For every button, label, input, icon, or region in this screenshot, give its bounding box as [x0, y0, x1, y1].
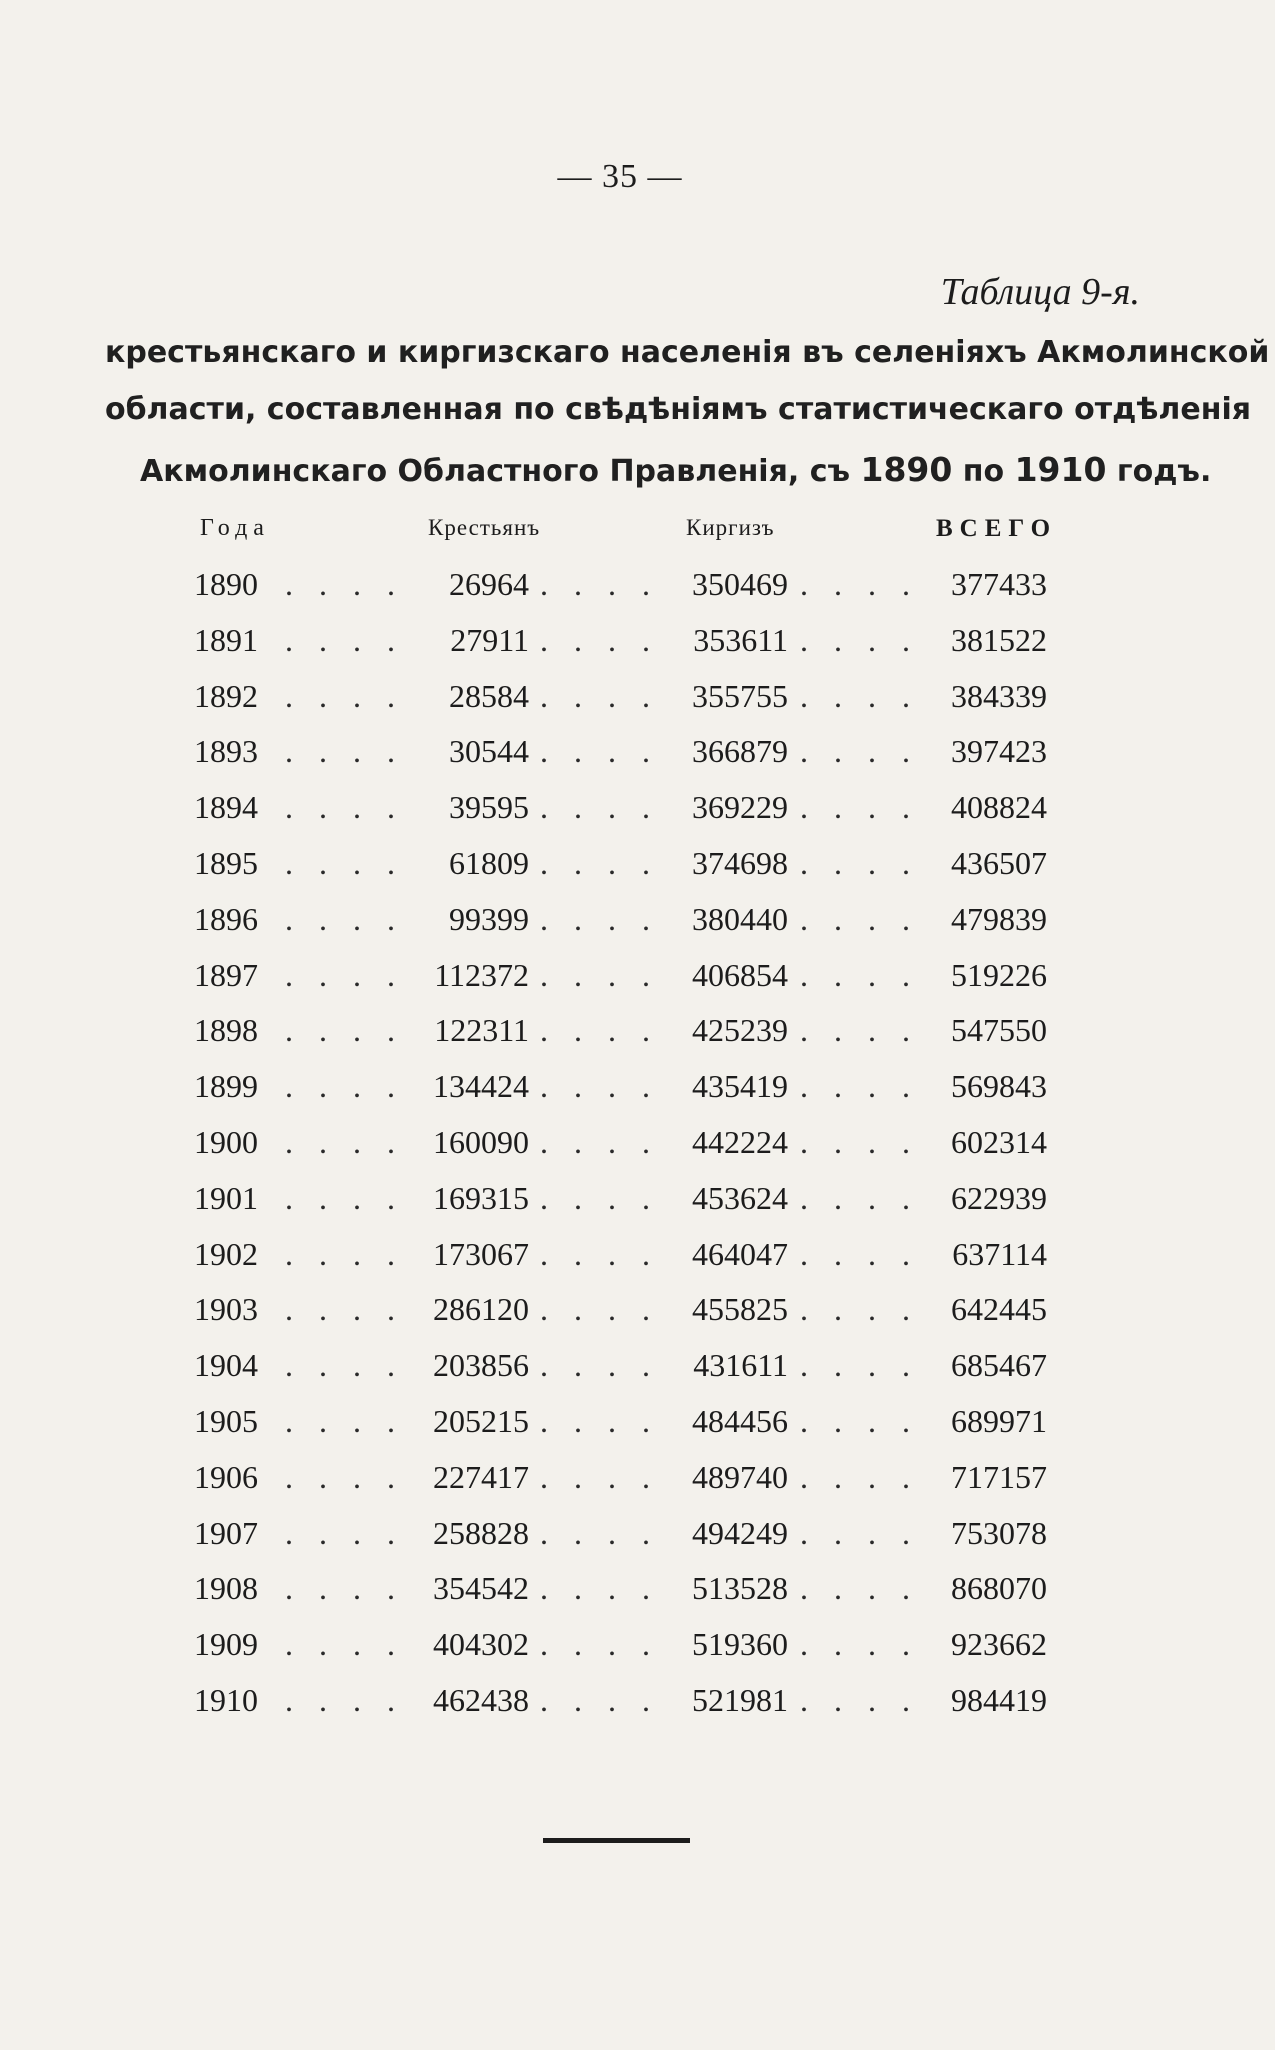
peasants-cell: 462438 — [433, 1681, 529, 1718]
year-cell: 1896 — [194, 900, 258, 937]
kirghiz-cell: 355755 — [692, 677, 788, 714]
peasants-cell: 205215 — [433, 1402, 529, 1439]
total-cell: 753078 — [951, 1514, 1047, 1551]
peasants-cell: 26964 — [449, 566, 529, 602]
table-row — [0, 1120, 1275, 1176]
peasants-cell: 227417 — [433, 1458, 529, 1495]
dot-leader: . . . . — [800, 1402, 919, 1439]
dot-leader: . . . . — [540, 1012, 659, 1049]
table-row — [0, 1008, 1275, 1064]
year-cell: 1890 — [194, 566, 258, 602]
dot-leader: . . . . — [800, 677, 919, 714]
total-cell: 923662 — [951, 1626, 1047, 1663]
year-cell: 1898 — [194, 1012, 258, 1049]
dot-leader: . . . . — [800, 1626, 919, 1663]
dot-leader: . . . . — [285, 844, 404, 881]
dot-leader: . . . . — [285, 1012, 404, 1049]
peasants-cell: 286120 — [433, 1291, 529, 1328]
total-cell: 436507 — [951, 844, 1047, 881]
dot-leader: . . . . — [285, 900, 404, 937]
dot-leader: . . . . — [285, 1626, 404, 1663]
peasants-cell: 134424 — [433, 1068, 529, 1105]
dot-leader: . . . . — [540, 1570, 659, 1607]
table-row — [0, 674, 1275, 730]
peasants-cell: 354542 — [433, 1570, 529, 1607]
dot-leader: . . . . — [285, 789, 404, 826]
dot-leader: . . . . — [800, 1235, 919, 1272]
dot-leader: . . . . — [540, 900, 659, 937]
kirghiz-cell: 374698 — [692, 844, 788, 881]
peasants-cell: 61809 — [449, 844, 529, 881]
heading-text-end: годъ. — [1116, 454, 1212, 489]
year-cell: 1895 — [194, 844, 258, 881]
peasants-cell: 30544 — [449, 733, 529, 770]
closing-rule — [543, 1838, 690, 1843]
table-row — [0, 1511, 1275, 1567]
table-label: Таблица 9-я. — [940, 271, 1140, 313]
total-cell: 381522 — [951, 621, 1047, 658]
year-cell: 1902 — [194, 1235, 258, 1272]
total-cell: 479839 — [951, 900, 1047, 937]
table-row — [0, 841, 1275, 897]
table-row — [0, 1064, 1275, 1120]
table-row — [0, 562, 1275, 618]
dot-leader: . . . . — [540, 1123, 659, 1160]
year-cell: 1893 — [194, 733, 258, 770]
heading-year-from: 1890 — [860, 450, 953, 489]
dot-leader: . . . . — [540, 1347, 659, 1384]
dot-leader: . . . . — [285, 677, 404, 714]
table-row — [0, 1622, 1275, 1678]
dot-leader: . . . . — [800, 1291, 919, 1328]
table-row — [0, 1232, 1275, 1288]
dot-leader: . . . . — [800, 1347, 919, 1384]
column-header-total: ВСЕГО — [936, 515, 1058, 542]
table-row — [0, 785, 1275, 841]
peasants-cell: 122311 — [434, 1012, 529, 1049]
kirghiz-cell: 519360 — [692, 1626, 788, 1663]
kirghiz-cell: 366879 — [692, 733, 788, 770]
kirghiz-cell: 494249 — [692, 1514, 788, 1551]
dot-leader: . . . . — [285, 1235, 404, 1272]
table-row — [0, 897, 1275, 953]
dot-leader: . . . . — [285, 566, 404, 602]
dot-leader: . . . . — [540, 1068, 659, 1105]
peasants-cell: 258828 — [433, 1514, 529, 1551]
dot-leader: . . . . — [540, 621, 659, 658]
dot-leader: . . . . — [285, 1681, 404, 1718]
year-cell: 1909 — [194, 1626, 258, 1663]
dot-leader: . . . . — [285, 1570, 404, 1607]
table-row — [0, 1678, 1275, 1734]
total-cell: 377433 — [951, 566, 1047, 602]
peasants-cell: 404302 — [433, 1626, 529, 1663]
total-cell: 408824 — [951, 789, 1047, 826]
kirghiz-cell: 380440 — [692, 900, 788, 937]
table-heading-line-2: области, составленная по свѣдѣніямъ статистическаго отдѣленія — [105, 392, 1252, 427]
data-table — [0, 562, 1275, 1734]
kirghiz-cell: 350469 — [692, 566, 788, 602]
dot-leader: . . . . — [800, 733, 919, 770]
kirghiz-cell: 406854 — [692, 956, 788, 993]
year-cell: 1891 — [194, 621, 258, 658]
dot-leader: . . . . — [540, 733, 659, 770]
kirghiz-cell: 489740 — [692, 1458, 788, 1495]
year-cell: 1906 — [194, 1458, 258, 1495]
dot-leader: . . . . — [285, 733, 404, 770]
dot-leader: . . . . — [540, 677, 659, 714]
dot-leader: . . . . — [800, 1514, 919, 1551]
peasants-cell: 173067 — [433, 1235, 529, 1272]
table-row — [0, 953, 1275, 1009]
table-row — [0, 618, 1275, 674]
column-header-years: Года — [200, 515, 270, 541]
dot-leader: . . . . — [285, 1514, 404, 1551]
year-cell: 1904 — [194, 1347, 258, 1384]
dot-leader: . . . . — [800, 1012, 919, 1049]
dot-leader: . . . . — [800, 956, 919, 993]
year-cell: 1899 — [194, 1068, 258, 1105]
total-cell: 642445 — [951, 1291, 1047, 1328]
total-cell: 519226 — [951, 956, 1047, 993]
total-cell: 689971 — [951, 1402, 1047, 1439]
kirghiz-cell: 435419 — [692, 1068, 788, 1105]
kirghiz-cell: 431611 — [693, 1347, 788, 1384]
kirghiz-cell: 464047 — [692, 1235, 788, 1272]
peasants-cell: 160090 — [433, 1123, 529, 1160]
dot-leader: . . . . — [285, 1347, 404, 1384]
total-cell: 717157 — [951, 1458, 1047, 1495]
peasants-cell: 112372 — [434, 956, 529, 993]
total-cell: 868070 — [951, 1570, 1047, 1607]
dot-leader: . . . . — [800, 1681, 919, 1718]
dot-leader: . . . . — [540, 1291, 659, 1328]
kirghiz-cell: 455825 — [692, 1291, 788, 1328]
dot-leader: . . . . — [800, 844, 919, 881]
dot-leader: . . . . — [540, 1402, 659, 1439]
dot-leader: . . . . — [800, 621, 919, 658]
dot-leader: . . . . — [540, 789, 659, 826]
total-cell: 637114 — [952, 1235, 1047, 1272]
peasants-cell: 27911 — [450, 621, 529, 658]
table-row — [0, 1455, 1275, 1511]
total-cell: 569843 — [951, 1068, 1047, 1105]
dot-leader: . . . . — [800, 789, 919, 826]
year-cell: 1910 — [194, 1681, 258, 1718]
table-row — [0, 729, 1275, 785]
dot-leader: . . . . — [285, 1068, 404, 1105]
table-row — [0, 1176, 1275, 1232]
dot-leader: . . . . — [540, 566, 659, 602]
kirghiz-cell: 484456 — [692, 1402, 788, 1439]
dot-leader: . . . . — [285, 1291, 404, 1328]
kirghiz-cell: 425239 — [692, 1012, 788, 1049]
table-row — [0, 1287, 1275, 1343]
dot-leader: . . . . — [800, 1570, 919, 1607]
heading-year-to: 1910 — [1014, 450, 1107, 489]
year-cell: 1894 — [194, 789, 258, 826]
page-number: — 35 — — [557, 158, 683, 195]
dot-leader: . . . . — [285, 1179, 404, 1216]
kirghiz-cell: 513528 — [692, 1570, 788, 1607]
year-cell: 1897 — [194, 956, 258, 993]
peasants-cell: 203856 — [433, 1347, 529, 1384]
dot-leader: . . . . — [540, 1681, 659, 1718]
dot-leader: . . . . — [285, 1402, 404, 1439]
year-cell: 1900 — [194, 1123, 258, 1160]
dot-leader: . . . . — [285, 1123, 404, 1160]
table-row — [0, 1343, 1275, 1399]
dot-leader: . . . . — [800, 1123, 919, 1160]
dot-leader: . . . . — [540, 1626, 659, 1663]
table-row — [0, 1399, 1275, 1455]
total-cell: 397423 — [951, 733, 1047, 770]
total-cell: 602314 — [951, 1123, 1047, 1160]
total-cell: 547550 — [951, 1012, 1047, 1049]
year-cell: 1903 — [194, 1291, 258, 1328]
total-cell: 622939 — [951, 1179, 1047, 1216]
heading-text-mid: по — [962, 454, 1005, 489]
dot-leader: . . . . — [540, 1179, 659, 1216]
kirghiz-cell: 369229 — [692, 789, 788, 826]
peasants-cell: 99399 — [449, 900, 529, 937]
dot-leader: . . . . — [800, 1068, 919, 1105]
column-header-kirghiz: Киргизъ — [686, 515, 775, 540]
year-cell: 1908 — [194, 1570, 258, 1607]
year-cell: 1907 — [194, 1514, 258, 1551]
peasants-cell: 28584 — [449, 677, 529, 714]
year-cell: 1905 — [194, 1402, 258, 1439]
total-cell: 384339 — [951, 677, 1047, 714]
total-cell: 685467 — [951, 1347, 1047, 1384]
dot-leader: . . . . — [800, 900, 919, 937]
dot-leader: . . . . — [800, 1458, 919, 1495]
dot-leader: . . . . — [540, 956, 659, 993]
column-header-peasants: Крестьянъ — [428, 515, 541, 540]
dot-leader: . . . . — [540, 1458, 659, 1495]
dot-leader: . . . . — [540, 844, 659, 881]
peasants-cell: 169315 — [433, 1179, 529, 1216]
table-heading-line-1: крестьянскаго и киргизскаго населенія въ селеніяхъ Акмолинской — [105, 335, 1270, 370]
total-cell: 984419 — [951, 1681, 1047, 1718]
dot-leader: . . . . — [800, 566, 919, 602]
table-heading-line-3 — [140, 450, 1212, 489]
dot-leader: . . . . — [285, 1458, 404, 1495]
dot-leader: . . . . — [285, 956, 404, 993]
dot-leader: . . . . — [800, 1179, 919, 1216]
kirghiz-cell: 353611 — [693, 621, 788, 658]
peasants-cell: 39595 — [449, 789, 529, 826]
heading-text: Акмолинскаго Областного Правленія, съ — [140, 454, 851, 489]
kirghiz-cell: 521981 — [692, 1681, 788, 1718]
dot-leader: . . . . — [540, 1235, 659, 1272]
kirghiz-cell: 453624 — [692, 1179, 788, 1216]
table-row — [0, 1566, 1275, 1622]
year-cell: 1892 — [194, 677, 258, 714]
year-cell: 1901 — [194, 1179, 258, 1216]
dot-leader: . . . . — [285, 621, 404, 658]
dot-leader: . . . . — [540, 1514, 659, 1551]
kirghiz-cell: 442224 — [692, 1123, 788, 1160]
